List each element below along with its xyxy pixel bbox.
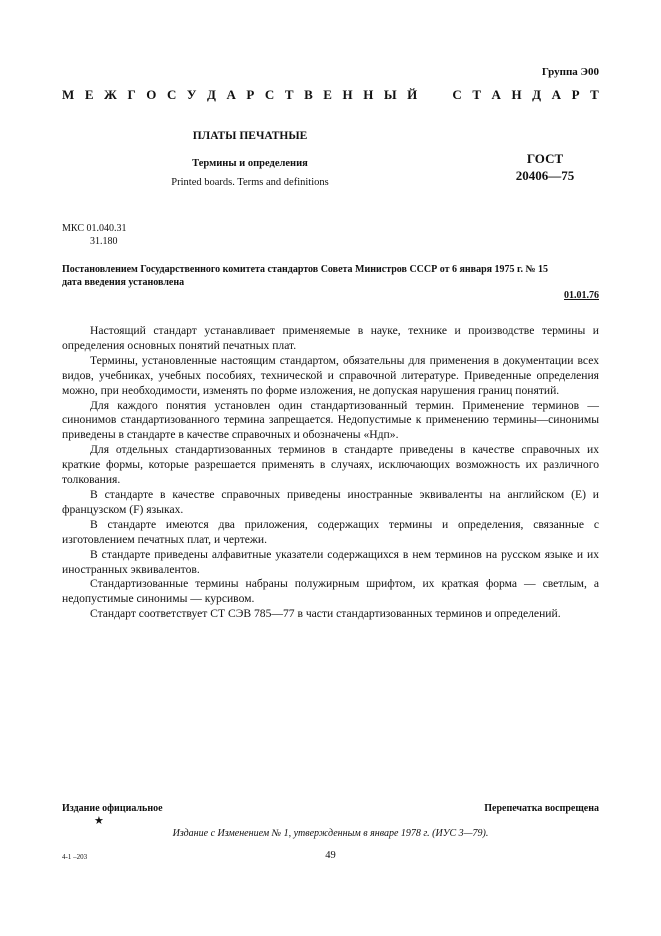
banner-letter: С	[452, 87, 462, 102]
banner-letter: Н	[363, 87, 374, 102]
body-paragraph: Термины, установленные настоящим стандартом, обязательны для применения в документации всех видов, учебниках, учебных пособиях, технической и справочной литературе. Приведенные определения можно, при необходимости, изменять по форме изложения, не допуская нарушения границ понятий.	[62, 353, 599, 397]
body-paragraph: В стандарте приведены алфавитные указатели содержащихся в нем терминов на русском языке и их иностранных эквивалентов.	[62, 547, 599, 576]
print-code: 4-1 –203	[62, 853, 88, 861]
banner-letter: А	[491, 87, 501, 102]
banner-letter: Ж	[104, 87, 117, 102]
body-paragraph: В стандарте имеются два приложения, содержащих термины и определения, связанные с изготовлением печатных плат, и чертежи.	[62, 517, 599, 546]
group-label: Группа Э00	[541, 66, 599, 78]
banner-letter: О	[146, 87, 157, 102]
banner-letter: Г	[127, 87, 136, 102]
banner-letter: Т	[284, 87, 294, 102]
gost-label: ГОСТ	[526, 151, 564, 166]
banner-letter: Р	[571, 87, 580, 102]
banner-letter: С	[264, 87, 275, 102]
banner-word-gap	[428, 87, 442, 103]
banner-letter: Н	[342, 87, 353, 102]
star-icon: ★	[94, 815, 104, 827]
decree-introduction-label: дата введения установлена	[62, 277, 185, 288]
classification-code-secondary: 31.180	[90, 236, 118, 247]
body-text	[62, 324, 599, 622]
banner-letter: С	[166, 87, 177, 102]
banner-letter: Е	[323, 87, 332, 102]
banner-letter: Т	[590, 87, 599, 102]
edition-note: Издание с Изменением № 1, утвержденным в январе 1978 г. (ИУС 3—79).	[172, 828, 489, 839]
introduction-date: 01.01.76	[564, 290, 599, 301]
decree-statement: Постановлением Государственного комитета стандартов Совета Министров СССР от 6 января 1975 г. № 15	[62, 264, 549, 275]
body-paragraph: Для отдельных стандартизованных терминов в стандарте приведены в качестве справочных их краткие формы, которые разрешается применять в случаях, исключающих возможность их различного толкования.	[62, 443, 599, 487]
banner-letter: Ы	[383, 87, 397, 102]
banner-letter: Т	[472, 87, 481, 102]
banner-letter: А	[551, 87, 562, 102]
banner-letter: Д	[532, 87, 542, 102]
banner-letter: Н	[511, 87, 522, 102]
page-number: 49	[325, 850, 336, 861]
banner-letter: Е	[84, 87, 94, 102]
document-subtitle: Термины и определения	[192, 158, 308, 169]
classification-code: МКС 01.040.31	[62, 223, 127, 234]
banner-letter: Р	[246, 87, 255, 102]
body-paragraph: Стандартизованные термины набраны полужирным шрифтом, их краткая форма — светлым, а недопустимые синонимы — курсивом.	[62, 577, 599, 606]
body-paragraph: Стандарт соответствует СТ СЭВ 785—77 в части стандартизованных терминов и определений.	[90, 607, 561, 621]
document-title-english: Printed boards. Terms and definitions	[171, 177, 329, 188]
official-edition-label: Издание официальное	[62, 803, 163, 814]
body-paragraph: Для каждого понятия установлен один стандартизованный термин. Применение терминов — синонимов стандартизованного термина запрещается. Недопустимые к применению термины—синонимы приведены в стандарте в качестве справочных и обозначены «Ндп».	[62, 398, 599, 442]
body-paragraph: Настоящий стандарт устанавливает применяемые в науке, технике и производстве термины и определения основных понятий печатных плат.	[62, 324, 599, 352]
body-paragraph: В стандарте в качестве справочных приведены иностранные эквиваленты на английском (E) и французском (F) языках.	[62, 487, 599, 516]
reprint-prohibited-label: Перепечатка воспрещена	[484, 803, 599, 814]
banner-letter: А	[226, 87, 236, 102]
gost-number: 20406—75	[515, 168, 575, 183]
banner-letter: М	[62, 87, 75, 102]
banner-letter: У	[186, 87, 197, 102]
standard-banner	[62, 87, 599, 103]
banner-letter: В	[304, 87, 313, 102]
banner-letter: Й	[407, 87, 418, 102]
document-title: ПЛАТЫ ПЕЧАТНЫЕ	[192, 130, 308, 142]
banner-letter: Д	[206, 87, 216, 102]
